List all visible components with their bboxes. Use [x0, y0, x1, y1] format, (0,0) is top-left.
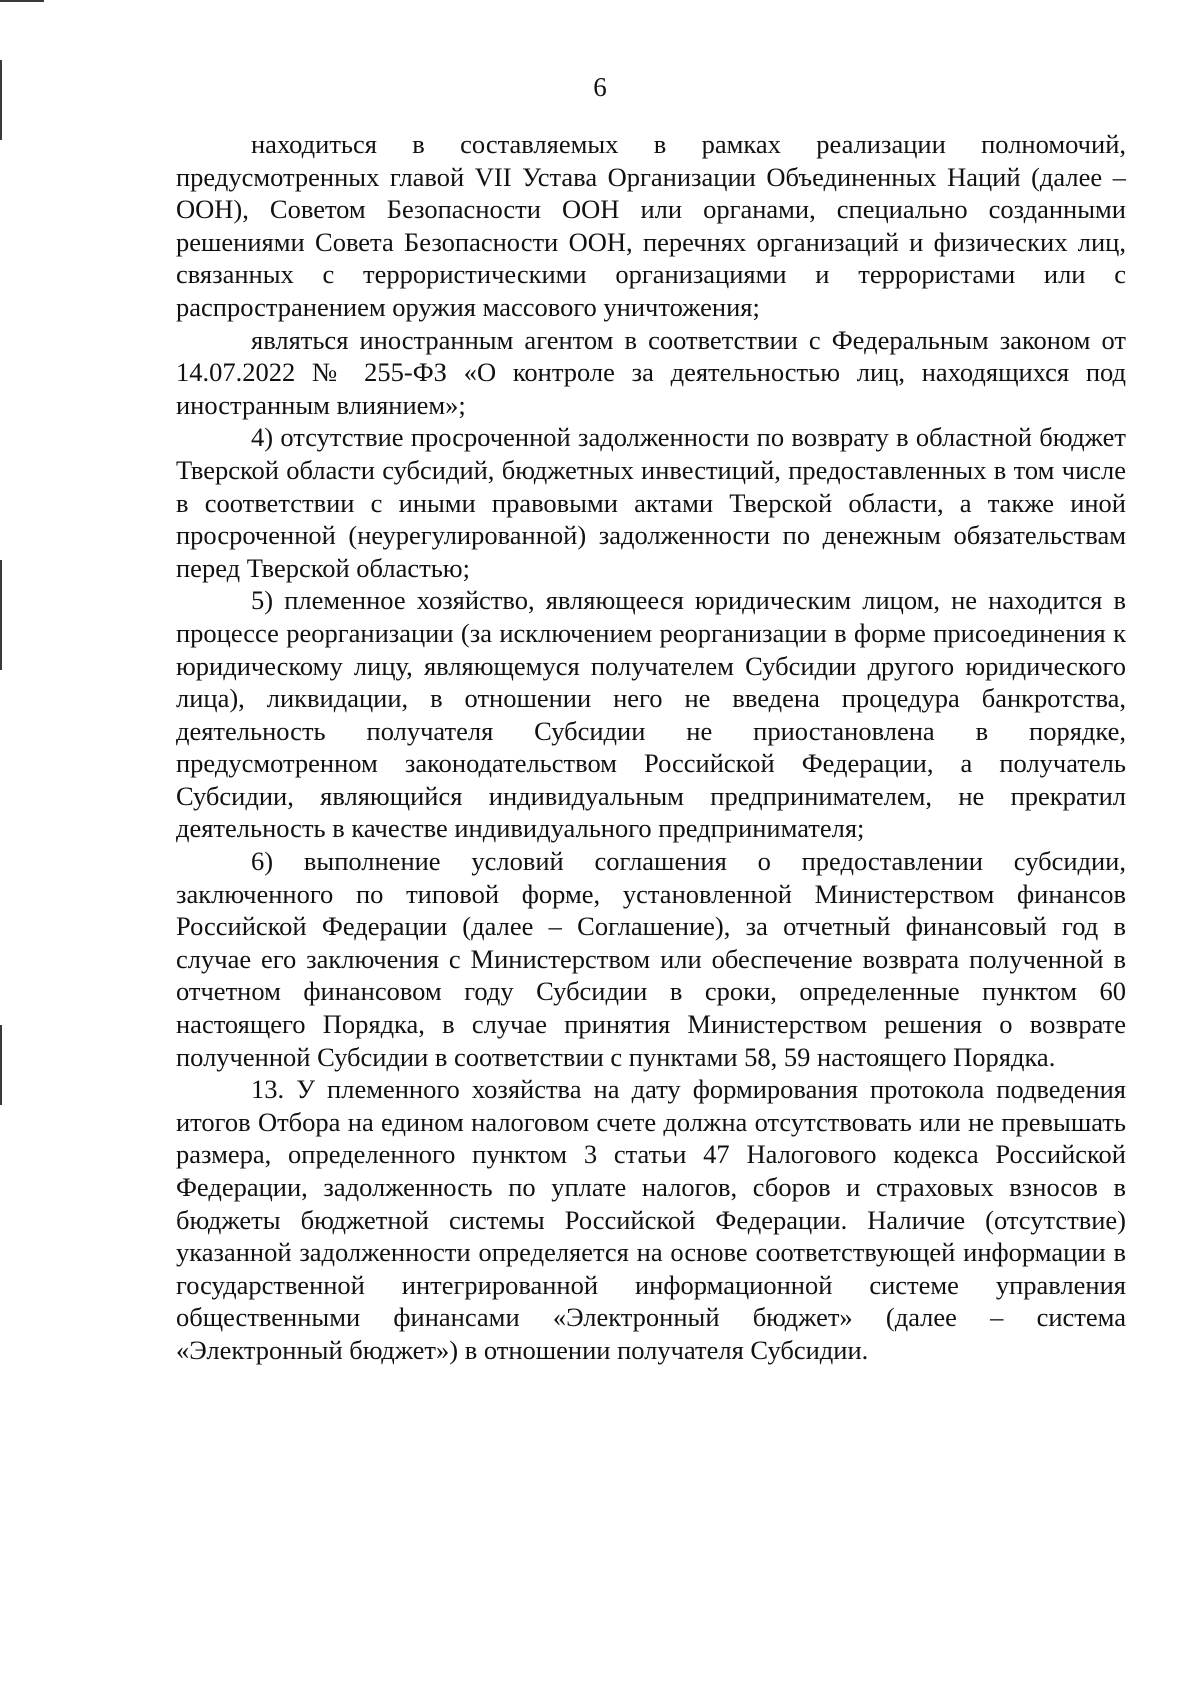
paragraph: 6) выполнение условий соглашения о предоставлении субсидии, заключенного по типовой форме, установленной Министерством финансов Российской Федерации (далее – Соглашение), за отчетный финансовый год в случае его заключения с Министерством или обеспечение возврата полученной в отчетном финансовом году Субсидии в сроки, определенные пунктом 60 настоящего Порядка, в случае принятия Министерством решения о возврате полученной Субсидии в соответствии с пунктами 58, 59 настоящего Порядка. — [176, 846, 1126, 1072]
paragraph: находиться в составляемых в рамках реализации полномочий, предусмотренных главой VII Устава Организации Объединенных Наций (далее – ООН), Советом Безопасности ООН или органами, специально созданными решениями Совета Безопасности ООН, перечнях организаций и физических лиц, связанных с террористическими организациями и террористами или с распространением оружия массового уничтожения; — [176, 129, 1126, 322]
paragraph: являться иностранным агентом в соответствии с Федеральным законом от 14.07.2022 № 255-ФЗ «О контроле за деятельностью лиц, находящихся под иностранным влиянием»; — [176, 324, 1126, 420]
scan-edge-mark — [0, 1025, 2, 1105]
paragraph: 4) отсутствие просроченной задолженности по возврату в областной бюджет Тверской области субсидий, бюджетных инвестиций, предоставленных в том числе в соответствии с иными правовыми актами Тверской области, а также иной просроченной (неурегулированной) задолженности по денежным обязательствам перед Тверской областью; — [176, 422, 1126, 583]
scan-edge-mark — [0, 0, 44, 2]
paragraph: 13. У племенного хозяйства на дату формирования протокола подведения итогов Отбора на едином налоговом счете должна отсутствовать или не превышать размера, определенного пунктом 3 статьи 47 Налогового кодекса Российской Федерации, задолженность по уплате налогов, сборов и страховых взносов в бюджеты бюджетной системы Российской Федерации. Наличие (отсутствие) указанной задолженности определяется на основе соответствующей информации в государственной интегрированной информационной системе управления общественными финансами «Электронный бюджет» (далее – система «Электронный бюджет») в отношении получателя Субсидии. — [176, 1074, 1126, 1365]
page-number: 6 — [593, 72, 607, 102]
document-body — [176, 128, 1126, 1367]
scan-edge-mark — [0, 560, 2, 670]
paragraph: 5) племенное хозяйство, являющееся юридическим лицом, не находится в процессе реорганизации (за исключением реорганизации в форме присоединения к юридическому лицу, являющемуся получателем Субсидии другого юридического лица), ликвидации, в отношении него не введена процедура банкротства, деятельность получателя Субсидии не приостановлена в порядке, предусмотренном законодательством Российской Федерации, а получатель Субсидии, являющийся индивидуальным предпринимателем, не прекратил деятельность в качестве индивидуального предпринимателя; — [176, 585, 1126, 844]
